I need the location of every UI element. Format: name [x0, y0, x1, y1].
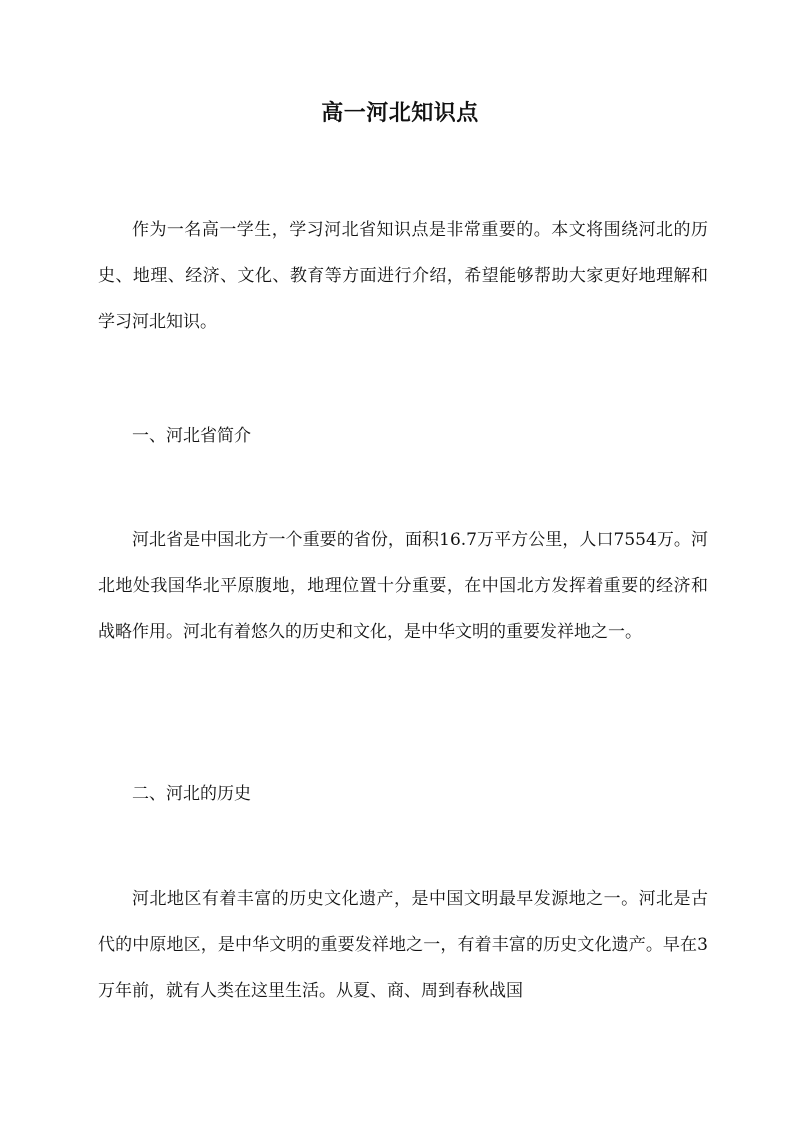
section-body-overview: 河北省是中国北方一个重要的省份，面积16.7万平方公里，人口7554万。河北地处我国华北平原腹地，地理位置十分重要，在中国北方发挥着重要的经济和战略作用。河北有着悠久的历史和文化，是中华文明的重要发祥地之一。	[98, 530, 708, 642]
document-title: 高一河北知识点	[321, 100, 479, 126]
intro-paragraph: 作为一名高一学生，学习河北省知识点是非常重要的。本文将围绕河北的历史、地理、经济、文化、教育等方面进行介绍，希望能够帮助大家更好地理解和学习河北知识。	[98, 220, 708, 332]
section-body-history: 河北地区有着丰富的历史文化遗产，是中国文明最早发源地之一。河北是古代的中原地区，是中华文明的重要发祥地之一，有着丰富的历史文化遗产。早在3万年前，就有人类在这里生活。从夏、商、周到春秋战国	[98, 889, 708, 1001]
section-heading-history: 二、河北的历史	[132, 784, 251, 804]
section-heading-overview: 一、河北省简介	[132, 426, 251, 446]
